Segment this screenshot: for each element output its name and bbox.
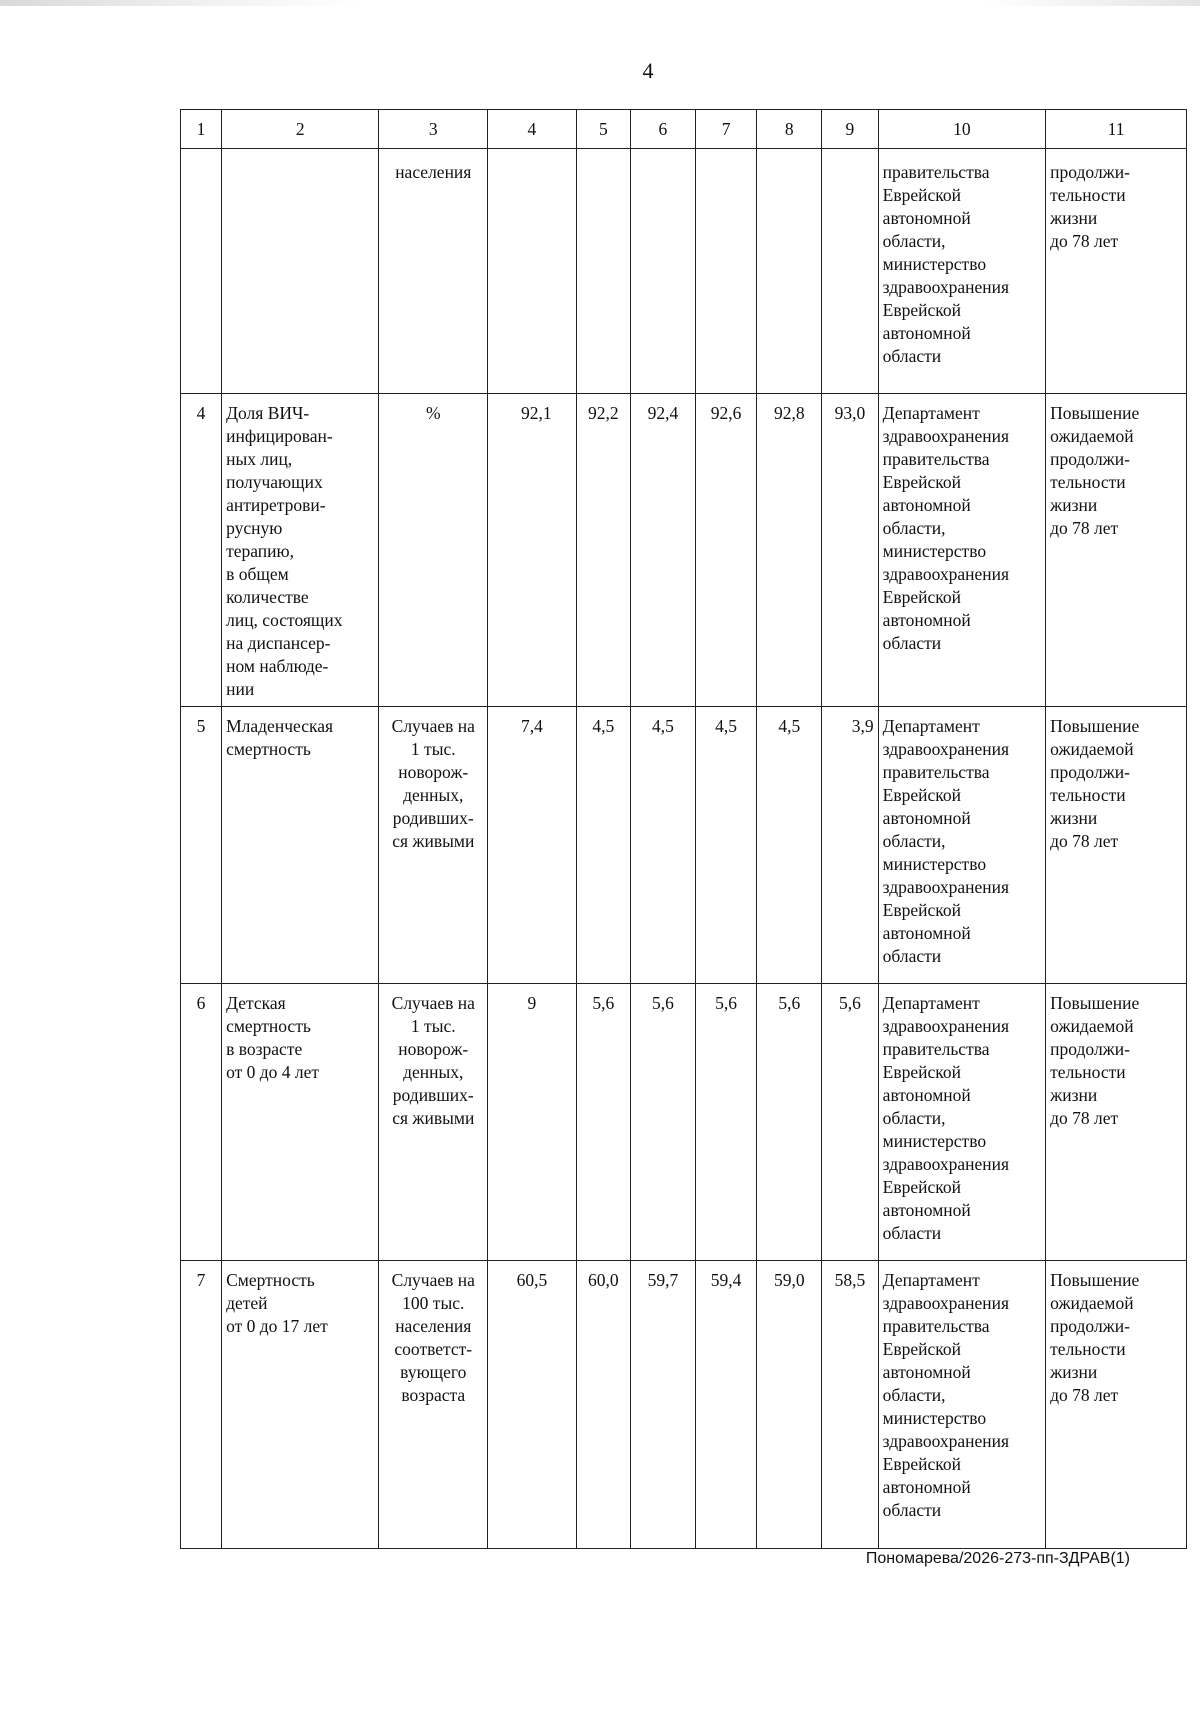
scan-edge-shading	[0, 0, 1200, 6]
header-cell: 6	[631, 110, 696, 149]
value-cell: 5,6	[822, 984, 879, 1261]
value-cell: 92,8	[757, 394, 822, 707]
value-cell: 58,5	[822, 1261, 879, 1549]
indicator-name: Доля ВИЧ- инфицирован- ных лиц, получающих антиретрови- русную терапию, в общем количестве лиц, состоящих на диспансер- ном наблюде- нии	[226, 403, 343, 699]
value-cell: 5,6	[757, 984, 822, 1261]
value-cell: 4,5	[576, 707, 630, 984]
goal-cell: Повышение ожидаемой продолжи- тельности жизни до 78 лет	[1050, 716, 1140, 851]
goal-cell: Повышение ожидаемой продолжи- тельности жизни до 78 лет	[1050, 993, 1140, 1128]
header-cell: 1	[181, 110, 222, 149]
indicator-name: Младенческая смертность	[226, 716, 334, 759]
table-row	[181, 984, 1187, 1261]
empty-cell	[757, 149, 822, 394]
value-cell: 60,5	[488, 1261, 576, 1549]
header-cell: 5	[576, 110, 630, 149]
indicator-name: Смертность детей от 0 до 17 лет	[226, 1270, 328, 1336]
unit-cell: Случаев на 100 тыс. населения соответст- вующего возраста	[391, 1270, 475, 1405]
goal-cell: продолжи- тельности жизни до 78 лет	[1050, 162, 1130, 251]
goal-cell: Повышение ожидаемой продолжи- тельности жизни до 78 лет	[1050, 1270, 1140, 1405]
empty-cell	[631, 149, 696, 394]
row-number: 6	[181, 984, 222, 1261]
table-row	[181, 707, 1187, 984]
value-cell: 5,6	[576, 984, 630, 1261]
table-row	[181, 1261, 1187, 1549]
responsible-cell: Департамент здравоохранения правительства Еврейской автономной области, министерство здравоохранения Еврейской автономной области	[882, 403, 1010, 653]
value-cell: 7,4	[488, 707, 576, 984]
continuation-row	[181, 149, 1187, 394]
unit-cell: Случаев на 1 тыс. новорож- денных, родивших- ся живыми	[391, 716, 475, 851]
responsible-cell: Департамент здравоохранения правительства Еврейской автономной области, министерство здравоохранения Еврейской автономной области	[882, 993, 1010, 1243]
table-row	[181, 394, 1187, 707]
value-cell: 93,0	[822, 394, 879, 707]
empty-cell	[822, 149, 879, 394]
header-cell: 9	[822, 110, 879, 149]
value-cell: 92,4	[631, 394, 696, 707]
header-cell: 10	[878, 110, 1045, 149]
empty-cell	[576, 149, 630, 394]
value-cell: 59,4	[695, 1261, 757, 1549]
row-number: 5	[181, 707, 222, 984]
value-cell: 92,1	[488, 394, 576, 707]
value-cell: 59,7	[631, 1261, 696, 1549]
unit-cell: Случаев на 1 тыс. новорож- денных, родивших- ся живыми	[391, 993, 475, 1128]
goal-cell: Повышение ожидаемой продолжи- тельности жизни до 78 лет	[1050, 403, 1140, 538]
header-cell: 2	[222, 110, 379, 149]
indicator-name: Детская смертность в возрасте от 0 до 4 лет	[226, 993, 320, 1082]
header-cell: 7	[695, 110, 757, 149]
value-cell: 4,5	[695, 707, 757, 984]
value-cell: 5,6	[631, 984, 696, 1261]
value-cell: 4,5	[757, 707, 822, 984]
header-cell: 8	[757, 110, 822, 149]
header-cell: 11	[1046, 110, 1187, 149]
unit-cell: населения	[395, 162, 472, 182]
column-number-row	[181, 110, 1187, 149]
responsible-cell: Департамент здравоохранения правительства Еврейской автономной области, министерство здравоохранения Еврейской автономной области	[882, 716, 1010, 966]
indicators-table	[180, 109, 1187, 1549]
header-cell: 4	[488, 110, 576, 149]
responsible-cell: правительства Еврейской автономной области, министерство здравоохранения Еврейской автономной области	[882, 162, 1010, 366]
value-cell: 60,0	[576, 1261, 630, 1549]
value-cell: 3,9	[822, 707, 879, 984]
value-cell: 92,6	[695, 394, 757, 707]
row-number: 4	[181, 394, 222, 707]
unit-cell: %	[425, 403, 441, 423]
empty-cell	[488, 149, 576, 394]
value-cell: 4,5	[631, 707, 696, 984]
empty-cell	[181, 149, 222, 394]
row-number: 7	[181, 1261, 222, 1549]
responsible-cell: Департамент здравоохранения правительства Еврейской автономной области, министерство здравоохранения Еврейской автономной области	[882, 1270, 1010, 1520]
value-cell: 9	[488, 984, 576, 1261]
value-cell: 92,2	[576, 394, 630, 707]
value-cell: 59,0	[757, 1261, 822, 1549]
header-cell: 3	[379, 110, 488, 149]
document-reference: Пономарева/2026-273-пп-ЗДРАВ(1)	[865, 1550, 1130, 1567]
empty-cell	[222, 149, 379, 394]
value-cell: 5,6	[695, 984, 757, 1261]
empty-cell	[695, 149, 757, 394]
page-number: 4	[642, 58, 654, 83]
